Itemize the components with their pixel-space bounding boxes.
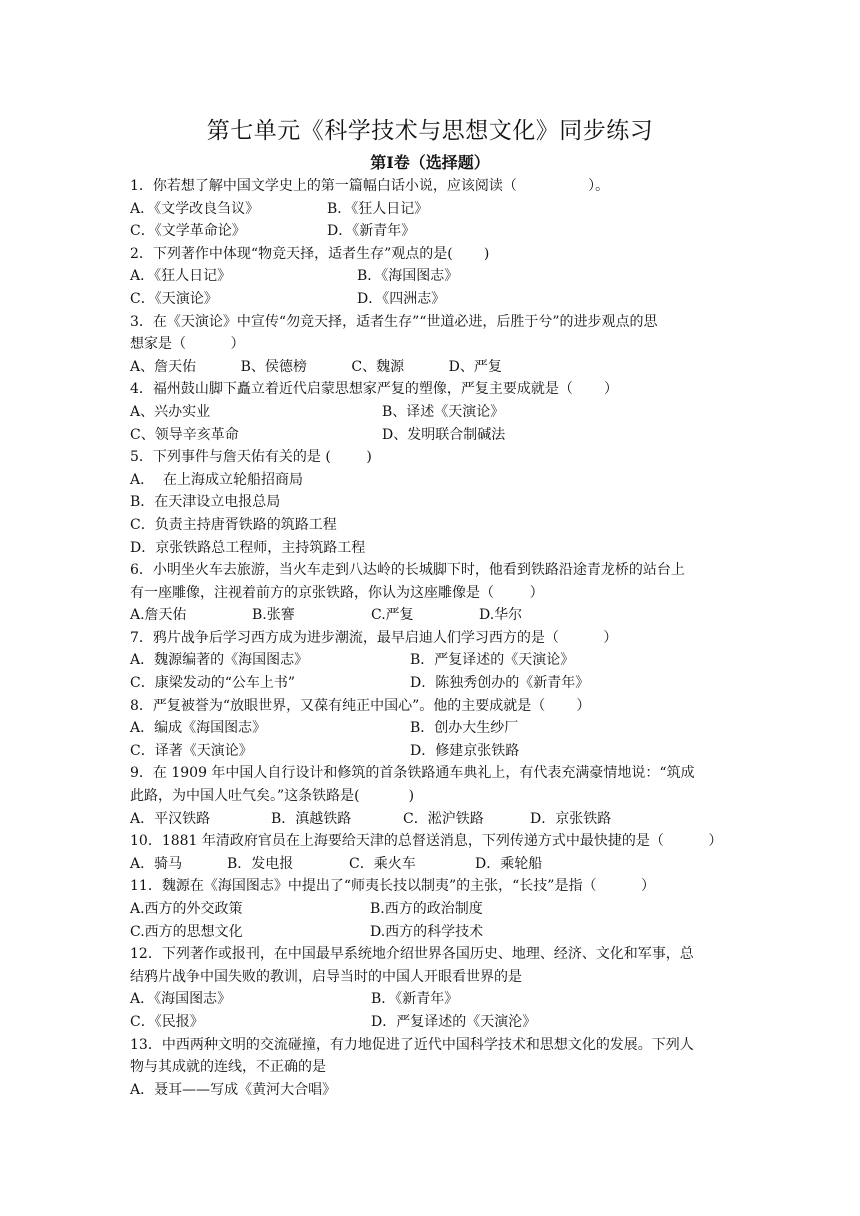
option-c: C.西方的思想文化 bbox=[130, 923, 243, 940]
option-d: D、发明联合制碱法 bbox=[382, 426, 506, 443]
option-d: D．《四洲志》 bbox=[357, 290, 446, 307]
option-c: C．乘火车 bbox=[349, 855, 416, 872]
option-a: A．骑马 bbox=[130, 855, 183, 872]
option-c: C．《民报》 bbox=[130, 1013, 204, 1030]
option-d: D．陈独秀创办的《新青年》 bbox=[410, 675, 590, 692]
option-b: B.西方的政治制度 bbox=[370, 901, 483, 917]
question-10: 10．1881 年清政府官员在上海要给天津的总督送消息，下列传递方式中最快捷的是（ ） bbox=[130, 833, 723, 850]
question-7: 7．鸦片战争后学习西方成为进步潮流，最早启迪人们学习西方的是（ ） bbox=[130, 629, 618, 646]
option-b: B、译述《天演论》 bbox=[382, 403, 505, 420]
question-8: 8．严复被誉为“放眼世界，又葆有纯正中国心”。他的主要成就是（ ） bbox=[130, 697, 591, 714]
question-6-options bbox=[130, 604, 740, 627]
question-3-options: A、詹天佑 B、侯德榜 C、魏源 D、严复 bbox=[130, 358, 502, 375]
option-b: B．在天津设立电报总局 bbox=[130, 494, 281, 511]
option-b: B．滇越铁路 bbox=[271, 810, 352, 827]
option-c: C、领导辛亥革命 bbox=[130, 426, 239, 443]
question-2: 2．下列著作中体现“物竞天择，适者生存”观点的是( ) bbox=[130, 245, 490, 262]
option-c: C．负责主持唐胥铁路的筑路工程 bbox=[130, 516, 337, 533]
question-1-options-row-1 bbox=[130, 198, 740, 221]
question-3: 3．在《天演论》中宣传“勿竞天择，适者生存”“世道必进，后胜于兮”的进步观点的思 bbox=[130, 313, 658, 330]
question-6-continued: 有一座雕像，注视着前方的京张铁路，你认为这座雕像是（ ） bbox=[130, 584, 544, 601]
question-2-options-row-1 bbox=[130, 265, 740, 288]
section-heading: 第Ⅰ卷（选择题） bbox=[370, 153, 490, 172]
question-12-options-row-1 bbox=[130, 988, 740, 1011]
question-5: 5．下列事件与詹天佑有关的是 ( ) bbox=[130, 449, 372, 466]
question-1: 1．你若想了解中国文学史上的第一篇幅白话小说，应该阅读（ ）。 bbox=[130, 178, 610, 194]
question-8-options-row-2 bbox=[130, 740, 740, 763]
option-a: A．平汉铁路 bbox=[130, 810, 211, 827]
question-7-options-row-2 bbox=[130, 672, 740, 695]
question-10-options bbox=[130, 853, 740, 876]
question-8-options-row-1 bbox=[130, 717, 740, 740]
question-9: 9．在 1909 年中国人自行设计和修筑的首条铁路通车典礼上，有代表充满豪情地说：“筑成 bbox=[130, 765, 695, 782]
option-c: C．康梁发动的“公车上书” bbox=[130, 675, 296, 692]
question-13-continued: 物与其成就的连线，不正确的是 bbox=[130, 1059, 326, 1076]
option-d: D．严复译述的《天演沦》 bbox=[371, 1013, 537, 1030]
question-12-options-row-2 bbox=[130, 1011, 740, 1034]
question-4-options-row-1 bbox=[130, 401, 740, 424]
question-4-options-row-2 bbox=[130, 424, 740, 447]
option-b: B．创办大生纱厂 bbox=[410, 720, 519, 737]
question-2-options-row-2 bbox=[130, 288, 740, 311]
option-a: A.西方的外交政策 bbox=[130, 901, 243, 917]
option-d: D．修建京张铁路 bbox=[410, 742, 520, 759]
option-b: B．《海国图志》 bbox=[357, 268, 459, 285]
option-a: A．编成《海国图志》 bbox=[130, 720, 267, 737]
option-c: C.严复 bbox=[371, 607, 414, 624]
question-11-options-row-2 bbox=[130, 921, 740, 944]
question-11-options-row-1 bbox=[130, 898, 740, 921]
option-d: D．《新青年》 bbox=[327, 223, 416, 240]
question-4: 4．福州鼓山脚下矗立着近代启蒙思想家严复的塑像，严复主要成就是（ ） bbox=[130, 381, 619, 398]
option-a: A．《狂人日记》 bbox=[130, 268, 232, 285]
option-a: A．《文学改良刍议》 bbox=[130, 200, 260, 217]
option-c: C．译著《天演论》 bbox=[130, 742, 253, 759]
option-a: A．魏源编著的《海国图志》 bbox=[130, 652, 309, 669]
option-a: A、兴办实业 bbox=[130, 403, 211, 420]
option-b: B．《新青年》 bbox=[371, 991, 459, 1008]
question-1-options-row-2 bbox=[130, 220, 740, 243]
option-d: D．乘轮船 bbox=[475, 855, 543, 872]
option-c: C．《文学革命论》 bbox=[130, 223, 246, 240]
question-12-continued: 结鸦片战争中国失败的教训，启导当时的中国人开眼看世界的是 bbox=[130, 968, 522, 985]
question-list bbox=[130, 175, 740, 1101]
option-a: A． 在上海成立轮船招商局 bbox=[130, 471, 304, 488]
option-b: B．严复译述的《天演论》 bbox=[410, 652, 575, 669]
question-9-options bbox=[130, 808, 740, 831]
option-b: B.张謇 bbox=[252, 607, 295, 624]
option-b: B．发电报 bbox=[227, 855, 294, 872]
option-d: D.西方的科学技术 bbox=[370, 923, 484, 940]
option-b: B．《狂人日记》 bbox=[327, 200, 429, 217]
question-9-continued: 此路，为中国人吐气矣。”这条铁路是( ) bbox=[130, 788, 415, 805]
option-c: C．《天演论》 bbox=[130, 290, 218, 307]
option-a: A．《海国图志》 bbox=[130, 991, 232, 1008]
option-d: D．京张铁路 bbox=[530, 810, 612, 827]
question-7-options-row-1 bbox=[130, 649, 740, 672]
option-a: A．聂耳——写成《黄河大合唱》 bbox=[130, 1081, 337, 1098]
page-title: 第七单元《科学技术与思想文化》同步练习 bbox=[206, 118, 654, 144]
option-a: A.詹天佑 bbox=[130, 607, 187, 624]
option-c: C．淞沪铁路 bbox=[403, 810, 484, 827]
question-6: 6．小明坐火车去旅游，当火车走到八达岭的长城脚下时，他看到铁路沿途青龙桥的站台上 bbox=[130, 562, 685, 579]
option-d: D.华尔 bbox=[479, 607, 523, 624]
question-13: 13．中西两种文明的交流碰撞，有力地促进了近代中国科学技术和思想文化的发展。下列人 bbox=[130, 1036, 694, 1053]
question-11: 11．魏源在《海国图志》中提出了“师夷长技以制夷”的主张，“长技”是指（ ） bbox=[130, 878, 655, 895]
question-3-continued: 想家是（ ） bbox=[130, 336, 245, 353]
question-12: 12．下列著作或报刊，在中国最早系统地介绍世界各国历史、地理、经济、文化和军事，总 bbox=[130, 946, 694, 963]
option-d: D．京张铁路总工程师，主持筑路工程 bbox=[130, 539, 366, 556]
